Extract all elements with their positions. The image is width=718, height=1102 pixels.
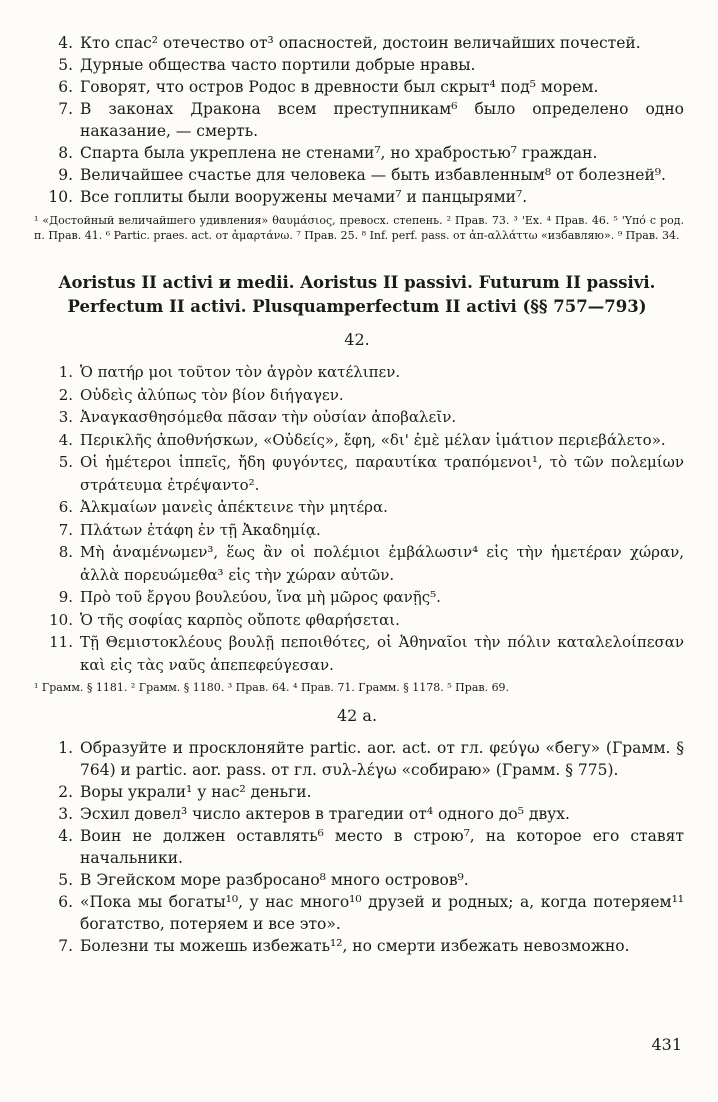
list-item: 8. Спарта была укреплена не стенами⁷, но храбростью⁷ граждан. <box>58 144 598 162</box>
list-item: 6. Говорят, что остров Родос в древности был скрыт⁴ под⁵ морем. <box>58 78 599 96</box>
list-item: 10. Все гоплиты были вооружены мечами⁷ и панцырями⁷. <box>48 188 528 206</box>
list-item: 1. Ὁ πατήρ μοι τοῦτον τὸν ἀγρὸν κατέλιπεν. <box>58 363 401 381</box>
list-item: 5. Οἱ ἡμέτεροι ἱππεῖς, ἤδη φυγόντες, παραυτίκα τραπόμενοι¹, τὸ τῶν πολεμίων στράτευμα ἐτρέψαντο². <box>58 453 684 494</box>
list-item: 11. Τῇ Θεμιστοκλέους βουλῇ πεποιθότες, οἱ Ἀθηναῖοι τὴν πόλιν καταλελοίπεσαν καὶ εἰς τὰς ναῦς ἀπεπεφεύγεσαν. <box>49 633 684 674</box>
list-item: 5. В Эгейском море разбросано⁸ много островов⁹. <box>58 871 469 889</box>
list-item: 6. Ἀλκμαίων μανεὶς ἀπέκτεινε τὴν μητέρα. <box>58 498 388 516</box>
list-item: 9. Πρὸ τοῦ ἔργου βουλεύου, ἵνα μὴ μῶρος φανῇς⁵. <box>58 588 441 606</box>
list-item: 3. Ἀναγκασθησόμεθα πᾶσαν τὴν οὐσίαν ἀποβαλεῖν. <box>58 408 457 426</box>
list-item: 4. Воин не должен оставлять⁶ место в строю⁷, на которое его ставят начальники. <box>58 827 684 867</box>
section-heading-line-2: Perfectum II activi. Plusquamperfectum II activi (§§ 757—793) <box>67 297 647 316</box>
footnotes: ¹ Грамм. § 1181. ² Грамм. § 1180. ³ Прав. 64. ⁴ Прав. 71. Грамм. § 1178. ⁵ Прав. 69. <box>34 681 510 694</box>
list-item: 10. Ὁ τῆς σοφίας καρπὸς οὔποτε φθαρήσεται. <box>49 610 400 629</box>
exercise-number: 42 a. <box>336 706 378 725</box>
list-item: 7. Болезни ты можешь избежать¹², но смерти избежать невозможно. <box>58 937 630 955</box>
list-item: 8. Μὴ ἀναμένωμεν³, ἕως ἂν οἱ πολέμιοι ἐμβάλωσιν⁴ εἰς τὴν ἡμετέραν χώραν, ἀλλὰ πορευώμεθα³ εἰς τὴν χώραν αὐτῶν. <box>58 543 684 584</box>
footnotes: ¹ «Достойный величайшего удивления» θαυμάσιος, превосх. степень. ² Прав. 73. ³ 'Ex. ⁴ Прав. 46. ⁵ 'Υπό с род. п. Прав. 41. ⁶ Partic. praes. act. от ἁμαρτάνω. ⁷ Прав. 25. ⁸ Inf. perf. pass. от ἀπ-αλλάττω «избавляю». ⁹ Прав. 34. <box>34 214 684 242</box>
list-item: 7. В законах Дракона всем преступникам⁶ было определено одно наказание, — смерть. <box>58 100 684 140</box>
section-heading <box>30 271 684 319</box>
exercise-number: 42. <box>344 330 370 349</box>
exercise-42-list <box>30 361 684 676</box>
list-item: 9. Величайшее счастье для человека — быть избавленным⁸ от болезней⁹. <box>58 166 666 184</box>
list-item: 7. Πλάτων ἐτάφη ἐν τῇ Ἀκαδημίᾳ. <box>58 520 321 539</box>
list-item: 5. Дурные общества часто портили добрые нравы. <box>58 56 476 74</box>
page-number: 431 <box>651 1035 682 1054</box>
list-item: 4. Кто спас² отечество от³ опасностей, достоин величайших почестей. <box>58 34 641 52</box>
list-item: 3. Эсхил довел³ число актеров в трагедии от⁴ одного до⁵ двух. <box>58 805 570 823</box>
section-heading-line-1: Aoristus II activi и medii. Aoristus II passivi. Futurum II passivi. <box>58 273 656 292</box>
list-item: 2. Воры украли¹ у нас² деньги. <box>58 783 312 801</box>
list-item: 2. Οὐδεὶς ἀλύπως τὸν βίον διήγαγεν. <box>58 385 344 404</box>
top-exercise-list <box>30 32 684 208</box>
list-item: 1. Образуйте и просклоняйте partic. aor. act. от гл. φεύγω «бегу» (Грамм. § 764) и partic. aor. pass. от гл. συλ-λέγω «собираю» (Грамм. § 775). <box>58 739 684 779</box>
exercise-42a-list <box>30 737 684 957</box>
list-item: 4. Περικλῆς ἀποθνήσκων, «Οὐδείς», ἔφη, «δι' ἐμὲ μέλαν ἱμάτιον περιεβάλετο». <box>58 430 666 449</box>
list-item: 6. «Пока мы богаты¹⁰, у нас много¹⁰ друзей и родных; а, когда потеряем¹¹ богатство, потеряем и все это». <box>58 893 684 933</box>
